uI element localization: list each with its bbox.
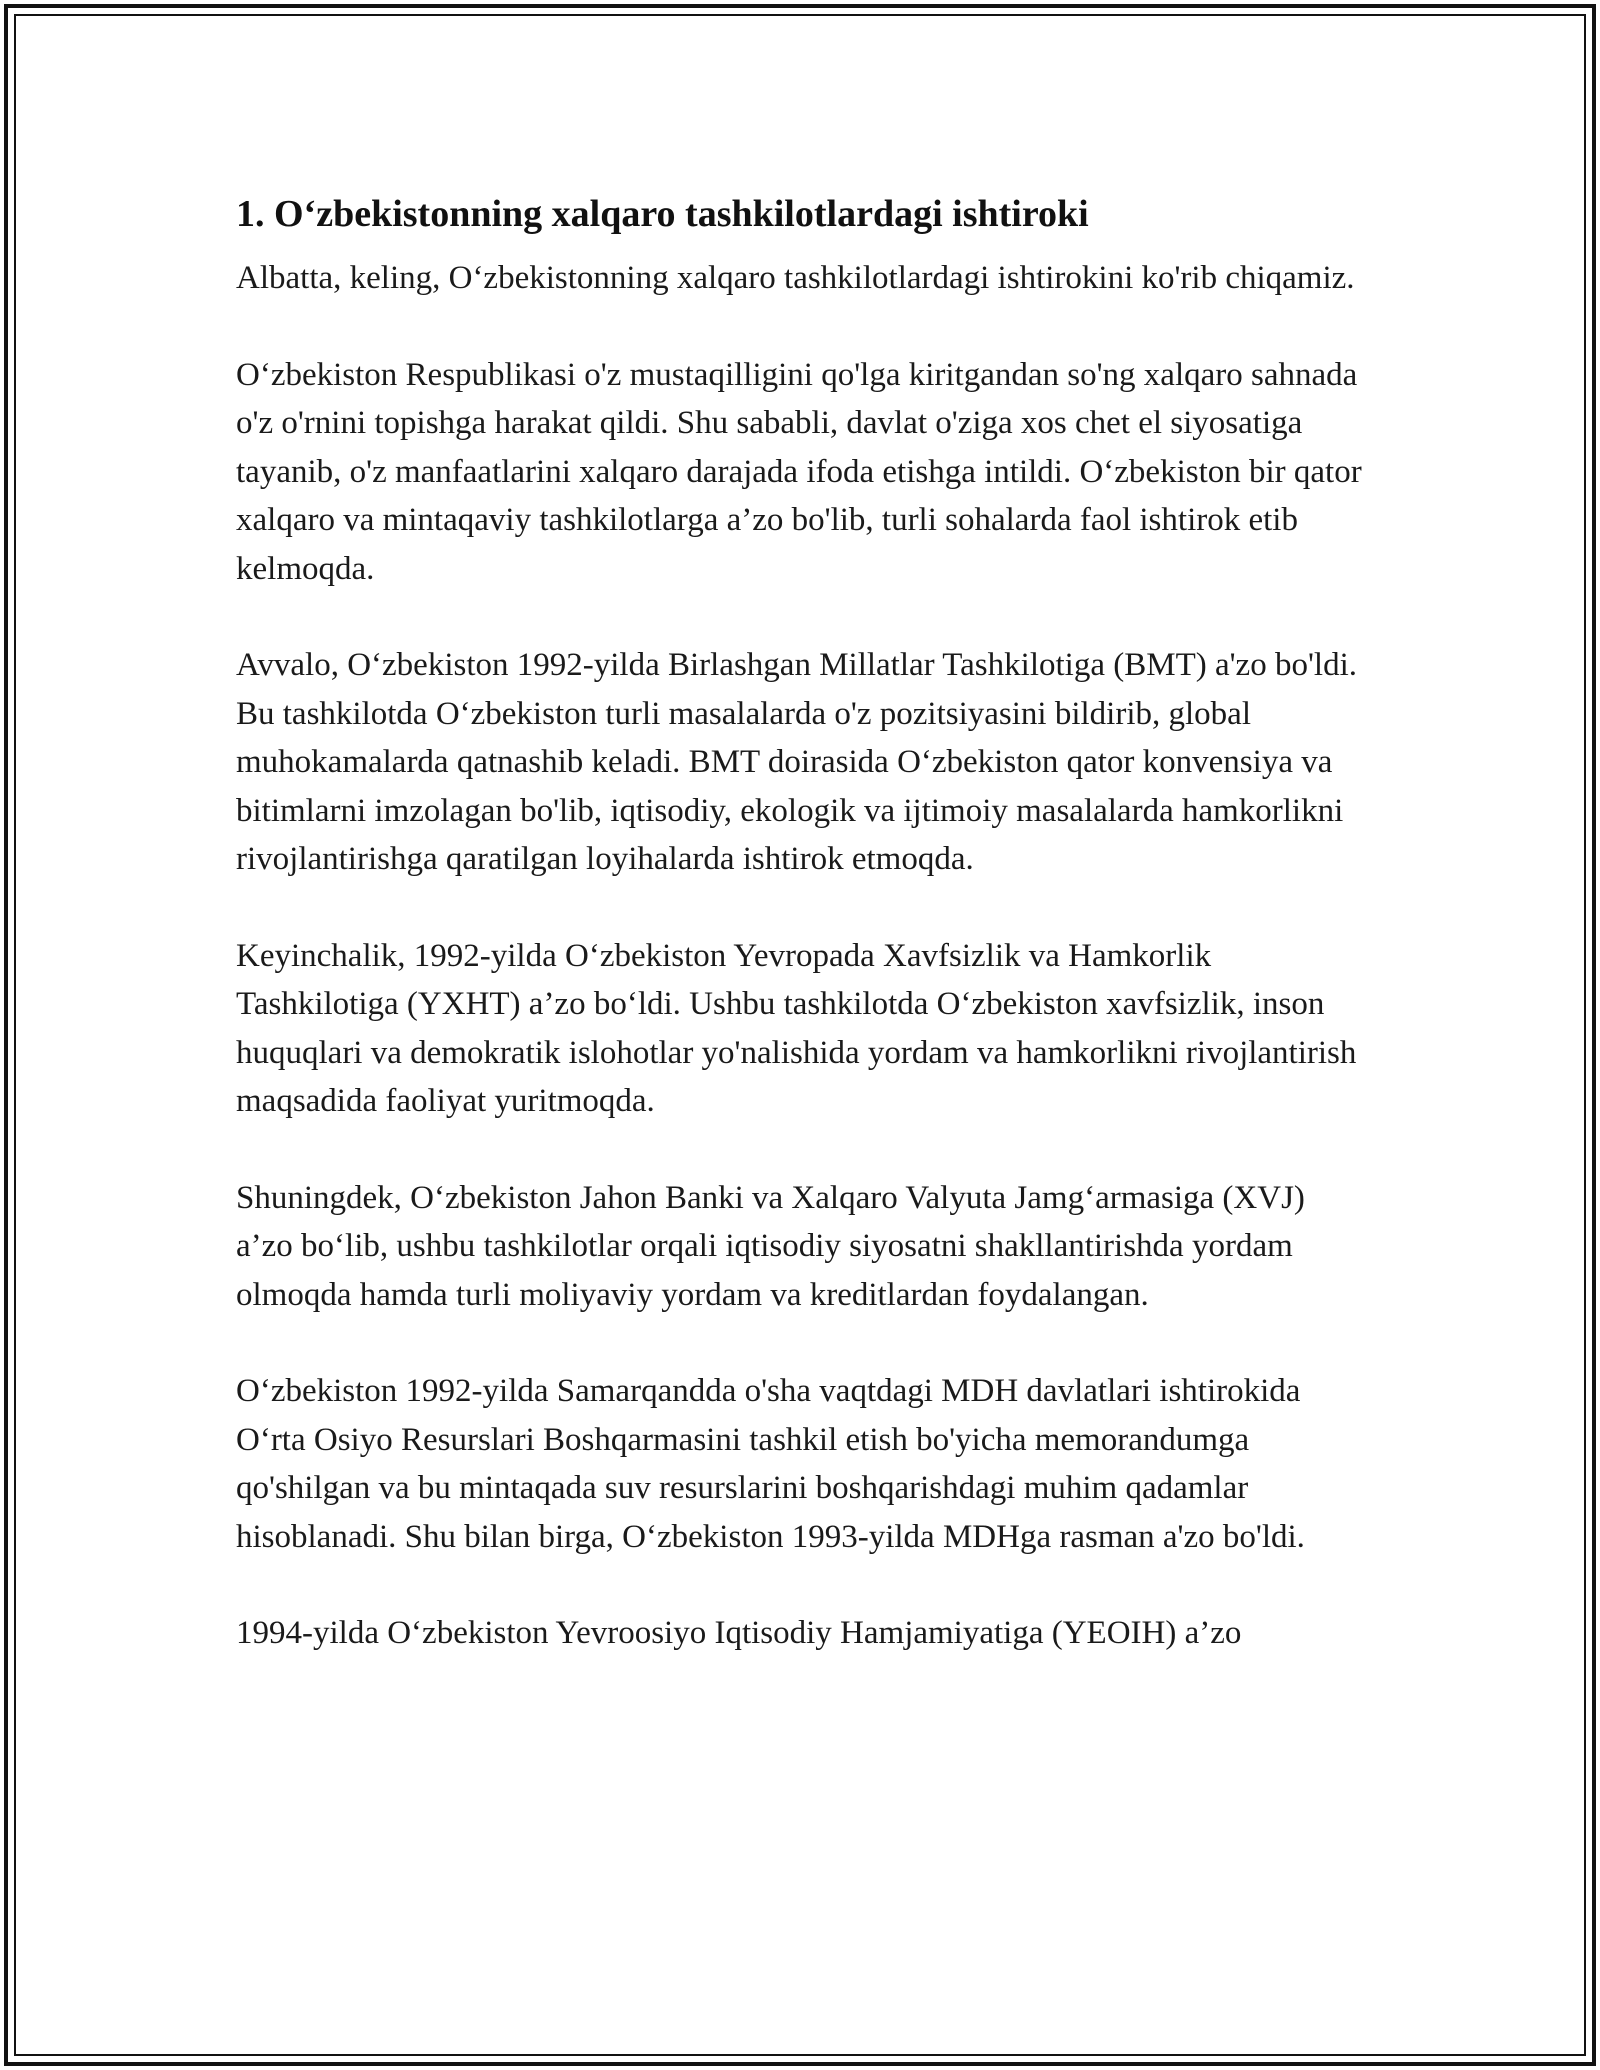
- section-heading: 1. O‘zbekistonning xalqaro tashkilotlardagi ishtiroki: [236, 193, 1089, 235]
- paragraph-intro: Albatta, keling, O‘zbekistonning xalqaro tashkilotlardagi ishtirokini ko'rib chiqamiz.: [236, 260, 1355, 296]
- document-page: [236, 188, 1366, 1706]
- paragraph-eurasian-community: 1994-yilda O‘zbekiston Yevroosiyo Iqtisodiy Hamjamiyatiga (YEOIH) a’zo: [236, 1615, 1242, 1651]
- paragraph-osce-membership: Keyinchalik, 1992-yilda O‘zbekiston Yevropada Xavfsizlik va Hamkorlik Tashkilotiga (YXHT) a’zo bo‘ldi. Ushbu tashkilotda O‘zbekiston xavfsizlik, inson huquqlari va demokratik islohotlar yo'nalishida yordam va hamkorlikni rivojlantirish maqsadida faoliyat yuritmoqda.: [236, 937, 1357, 1119]
- paragraph-world-bank-imf: Shuningdek, O‘zbekiston Jahon Banki va Xalqaro Valyuta Jamg‘armasiga (XVJ) a’zo bo‘lib, ushbu tashkilotlar orqali iqtisodiy siyosatni shakllantirishda yordam olmoqda hamda turli moliyaviy yordam va kreditlardan foydalangan.: [236, 1179, 1305, 1313]
- paragraph-independence: O‘zbekiston Respublikasi o'z mustaqilligini qo'lga kiritgandan so'ng xalqaro sahnada o'z o'rnini topishga harakat qildi. Shu sababli, davlat o'ziga xos chet el siyosatiga tayanib, o'z manfaatlarini xalqaro darajada ifoda etishga intildi. O‘zbekiston bir qator xalqaro va mintaqaviy tashkilotlarga a’zo bo'lib, turli sohalarda faol ishtirok etib kelmoqda.: [236, 356, 1362, 587]
- paragraph-cis-membership: O‘zbekiston 1992-yilda Samarqandda o'sha vaqtdagi MDH davlatlari ishtirokida O‘rta Osiyo Resurslari Boshqarmasini tashkil etish bo'yicha memorandumga qo'shilgan va bu mintaqada suv resurslarini boshqarishdagi muhim qadamlar hisoblanadi. Shu bilan birga, O‘zbekiston 1993-yilda MDHga rasman a'zo bo'ldi.: [236, 1373, 1305, 1555]
- paragraph-un-membership: Avvalo, O‘zbekiston 1992-yilda Birlashgan Millatlar Tashkilotiga (BMT) a'zo bo'ldi. Bu tashkilotda O‘zbekiston turli masalalarda o'z pozitsiyasini bildirib, global muhokamalarda qatnashib keladi. BMT doirasida O‘zbekiston qator konvensiya va bitimlarni imzolagan bo'lib, iqtisodiy, ekologik va ijtimoiy masalalarda hamkorlikni rivojlantirishga qaratilgan loyihalarda ishtirok etmoqda.: [236, 647, 1357, 877]
